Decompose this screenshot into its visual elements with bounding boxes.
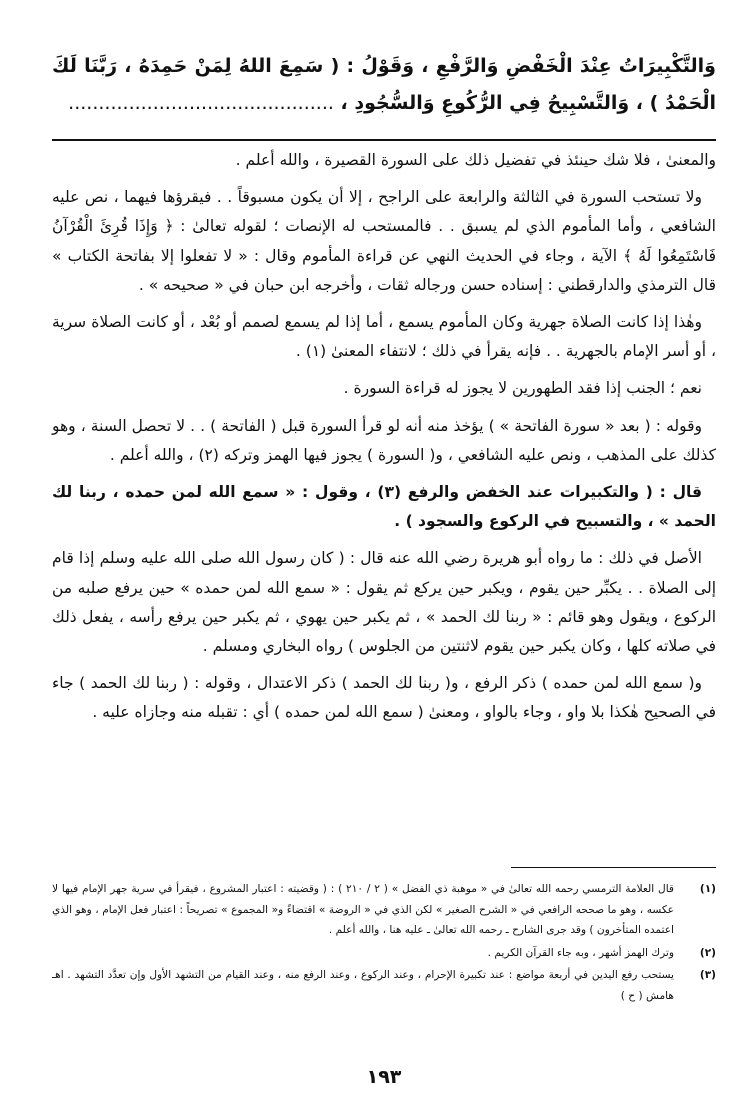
footnote-number: (١) [699,883,716,895]
paragraph: وقوله : ( بعد « سورة الفاتحة » ) يؤخذ منه أنه لو قرأ السورة قبل ( الفاتحة ) . . لا تحصل السنة ، وهو كذلك على المذهب ، ونص عليه الشافعي ، و( السورة ) يجوز فيها الهمز وتركه (٢) ، والله أعلم . [52,416,716,464]
footnotes [52,879,716,1008]
paragraph: الأصل في ذلك : ما رواه أبو هريرة رضي الله عنه قال : ( كان رسول الله صلى الله عليه وسلم إذا قام إلى الصلاة . . يكبِّر حين يقوم ، ويكبر حين يركع ثم يقول : « سمع الله لمن حمده » حين يرفع صلبه من الركوع ، ويقول وهو قائم : « ربنا لك الحمد » ، ثم يكبر حين يهوي ، ثم يكبر حين يرفع رأسه ، يفعل ذلك في صلاته كلها ، وكان يكبر حين يقوم لاثنتين من الجلوس ) رواه البخاري ومسلم . [52,549,716,656]
paragraph: والمعنىٰ ، فلا شك حينئذ في تفضيل ذلك على السورة القصيرة ، والله أعلم . [235,151,716,169]
paragraph: ولا تستحب السورة في الثالثة والرابعة على الراجح ، إلا أن يكون مسبوقاً . . فيقرؤها فيهما ، نص عليه الشافعي ، وأما المأموم الذي لم يسبق . . فالمستحب له الإنصات ؛ لقوله تعالىٰ : ﴿ وَإِذَا قُرِئَ الْقُرْآنُ فَاسْتَمِعُوا لَهُ ﴾ الآية ، وجاء في الحديث النهي عن قراءة المأموم وقال : « لا تفعلوا إلا بفاتحة الكتاب » قال الترمذي والدارقطني : إسناده حسن ورجاله ثقات ، وأخرجه ابن حبان في « صحيحه » . [52,188,716,294]
paragraph: نعم ؛ الجنب إذا فقد الطهورين لا يجوز له قراءة السورة . [343,379,702,398]
footnote-separator [511,867,716,868]
footnote-text: قال العلامة الترمسي رحمه الله تعالىٰ في « موهبة ذي الفضل » ( ٢ / ٢١٠ ) : ( وقضيته : اعتبار المشروع ، فيقرأ في سرية جهر الإمام فيها لا عكسه ، وهو ما صححه الرافعي في « الشرح الصغير » لكن الذي في « الروضة » اقتضاءً و« المجموع » تصريحاً : اعتبار فعل الإمام ، وهو الذي اعتمده المتأخرون ) وقد جرى الشارح ـ رحمه الله تعالىٰ ـ عليه هنا ، والله أعلم . [52,883,674,936]
paragraph: و( سمع الله لمن حمده ) ذكر الرفع ، و( ربنا لك الحمد ) ذكر الاعتدال ، وقوله : ( ربنا لك الحمد ) جاء في الصحيح هٰكذا بلا واو ، وجاء بالواو ، ومعنىٰ ( سمع الله لمن حمده ) أي : تقبله منه وجازاه عليه . [52,674,716,722]
matn-dots: ............................................ [68,92,334,114]
book-page [52,0,716,1107]
footnote [52,965,716,1006]
matn-text [52,48,716,122]
footnote [52,943,716,964]
paragraph: وهٰذا إذا كانت الصلاة جهرية وكان المأموم يسمع ، أما إذا لم يسمع لصمم أو بُعْد ، أو كانت الصلاة سرية ، أو أسر الإمام بالجهرية . . فإنه يقرأ في ذلك ؛ لانتفاء المعنىٰ (١) . [52,313,716,361]
quoted-matn: قال : ( والتكبيرات عند الخفض والرفع (٣) ، وقول : « سمع الله لمن حمده ، ربنا لك الحمد » ، والتسبيح في الركوع والسجود ) . [52,483,716,531]
footnote-text: يستحب رفع اليدين في أربعة مواضع : عند تكبيرة الإحرام ، وعند الركوع ، وعند الرفع منه ، وعند القيام من التشهد الأول وإن تعدَّد التشهد . اهـ هامش ( ح ) [52,969,674,1002]
commentary-body [52,146,716,736]
page-number: ١٩٣ [366,1066,402,1088]
matn-separator [52,139,716,141]
footnote-number: (٣) [699,969,716,981]
footnote-number: (٢) [699,946,716,959]
matn-line: وَالتَّكْبِيرَاتُ عِنْدَ الْخَفْضِ وَالرَّفْعِ ، وَقَوْلُ : ( سَمِعَ اللهُ لِمَنْ حَمِدَهُ ، رَبَّنَا لَكَ الْحَمْدُ ) ، وَالتَّسْبِيحُ فِي الرُّكُوعِ وَالسُّجُودِ ، [52,55,716,114]
footnote-text: وترك الهمز أشهر ، وبه جاء القرآن الكريم . [487,946,674,959]
footnote [52,879,716,941]
